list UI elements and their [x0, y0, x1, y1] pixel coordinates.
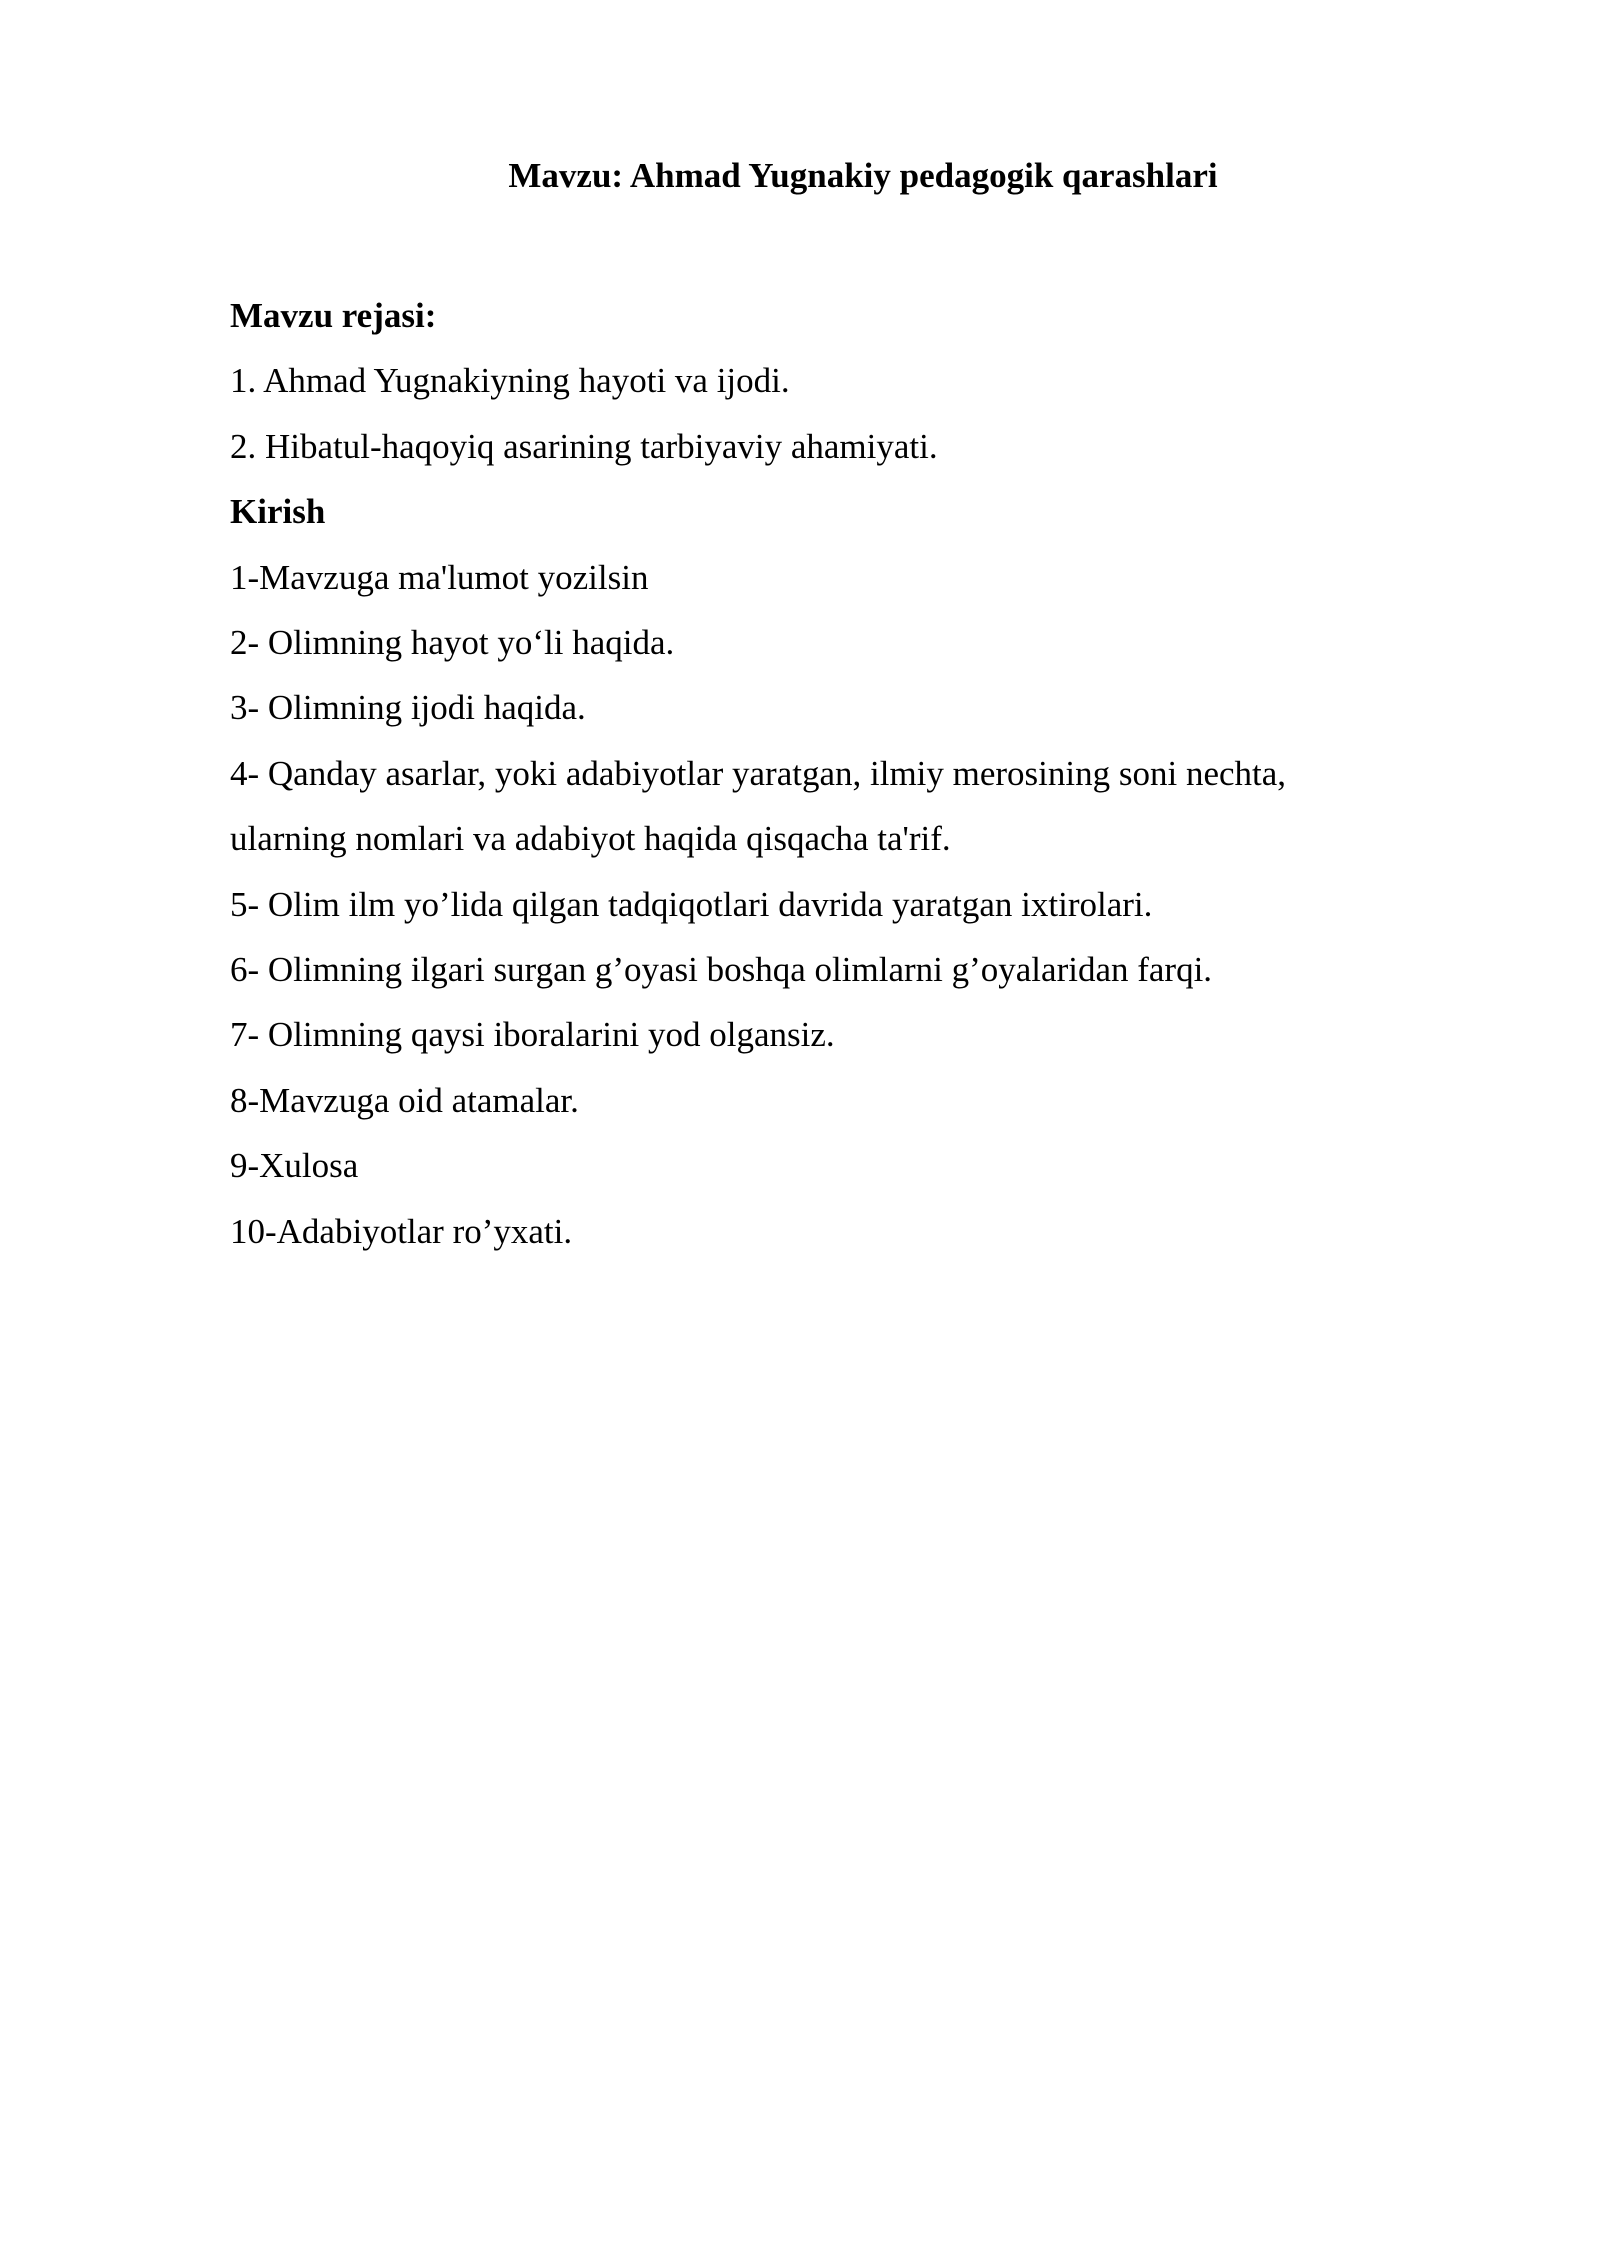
intro-item: 5- Olim ilm yo’lida qilgan tadqiqotlari davrida yaratgan ixtirolari. [230, 884, 1153, 924]
intro-item: 9-Xulosa [230, 1146, 359, 1186]
plan-item: 2. Hibatul-haqoyiq asarining tarbiyaviy ahamiyati. [230, 426, 938, 466]
intro-item: 7- Olimning qaysi iboralarini yod olgansiz. [230, 1015, 835, 1055]
intro-item: 4- Qanday asarlar, yoki adabiyotlar yaratgan, ilmiy merosining soni nechta, [230, 753, 1287, 793]
intro-item: 8-Mavzuga oid atamalar. [230, 1080, 579, 1120]
intro-item: 6- Olimning ilgari surgan g’oyasi boshqa olimlarni g’oyalaridan farqi. [230, 950, 1213, 990]
document-body [230, 283, 1410, 1264]
intro-item: 10-Adabiyotlar ro’yxati. [230, 1211, 573, 1251]
intro-item-continuation: ularning nomlari va adabiyot haqida qisqacha ta'rif. [230, 819, 951, 859]
plan-heading: Mavzu rejasi: [230, 296, 437, 335]
intro-item: 2- Olimning hayot yo‘li haqida. [230, 623, 675, 663]
intro-heading: Kirish [230, 492, 326, 532]
document-title: Mavzu: Ahmad Yugnakiy pedagogik qarashlari [508, 156, 1218, 195]
intro-item: 1-Mavzuga ma'lumot yozilsin [230, 557, 649, 597]
plan-item: 1. Ahmad Yugnakiyning hayoti va ijodi. [230, 361, 790, 401]
intro-item: 3- Olimning ijodi haqida. [230, 688, 586, 728]
